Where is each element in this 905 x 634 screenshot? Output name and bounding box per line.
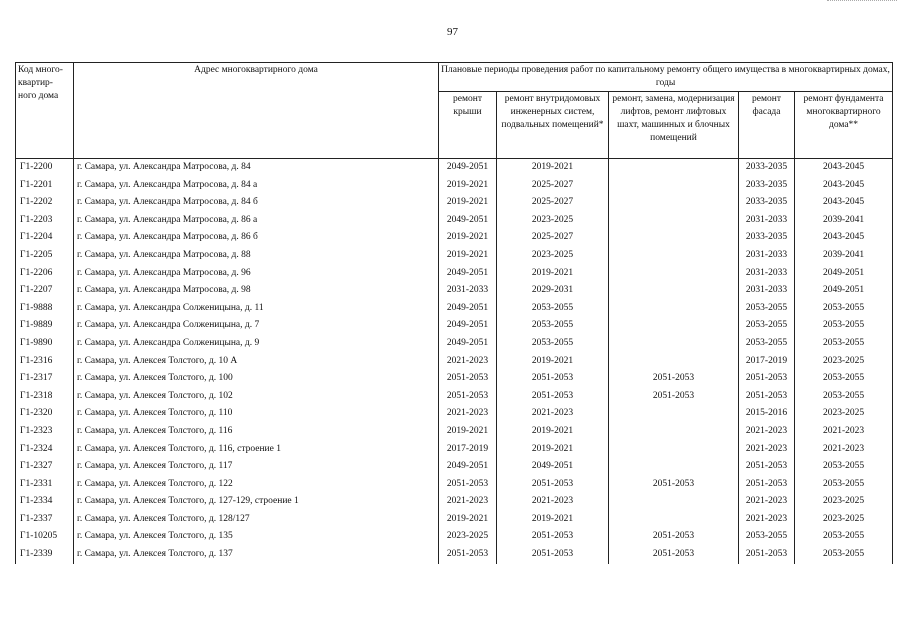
engineering-cell: 2019-2021 xyxy=(497,159,609,177)
foundation-cell: 2053-2055 xyxy=(795,370,893,388)
foundation-cell: 2053-2055 xyxy=(795,528,893,546)
address-cell: г. Самара, ул. Алексея Толстого, д. 128/127 xyxy=(74,511,439,529)
address-cell: г. Самара, ул. Александра Солженицына, д. 9 xyxy=(74,335,439,353)
foundation-cell: 2049-2051 xyxy=(795,265,893,283)
engineering-cell: 2025-2027 xyxy=(497,194,609,212)
code-cell: Г1-2204 xyxy=(16,229,74,247)
elevators-cell xyxy=(609,511,739,529)
code-cell: Г1-2324 xyxy=(16,441,74,459)
roof-cell: 2019-2021 xyxy=(439,511,497,529)
engineering-cell: 2051-2053 xyxy=(497,370,609,388)
table-row xyxy=(16,229,893,247)
roof-cell: 2019-2021 xyxy=(439,247,497,265)
code-cell: Г1-2201 xyxy=(16,177,74,195)
roof-cell: 2031-2033 xyxy=(439,282,497,300)
table-row xyxy=(16,159,893,177)
address-cell: г. Самара, ул. Александра Матросова, д. 88 xyxy=(74,247,439,265)
address-cell: г. Самара, ул. Алексея Толстого, д. 127-129, строение 1 xyxy=(74,493,439,511)
address-cell: г. Самара, ул. Алексея Толстого, д. 100 xyxy=(74,370,439,388)
facade-cell: 2033-2035 xyxy=(739,194,795,212)
engineering-cell: 2051-2053 xyxy=(497,528,609,546)
foundation-cell: 2053-2055 xyxy=(795,300,893,318)
engineering-cell: 2019-2021 xyxy=(497,423,609,441)
table-row xyxy=(16,212,893,230)
code-cell: Г1-10205 xyxy=(16,528,74,546)
foundation-cell: 2053-2055 xyxy=(795,388,893,406)
facade-cell: 2017-2019 xyxy=(739,353,795,371)
elevators-cell xyxy=(609,300,739,318)
address-cell: г. Самара, ул. Алексея Толстого, д. 116, строение 1 xyxy=(74,441,439,459)
foundation-cell: 2023-2025 xyxy=(795,511,893,529)
address-cell: г. Самара, ул. Александра Солженицына, д. 7 xyxy=(74,317,439,335)
elevators-cell xyxy=(609,229,739,247)
code-cell: Г1-2205 xyxy=(16,247,74,265)
elevators-cell xyxy=(609,335,739,353)
engineering-cell: 2051-2053 xyxy=(497,476,609,494)
table-row xyxy=(16,317,893,335)
facade-cell: 2015-2016 xyxy=(739,405,795,423)
roof-cell: 2019-2021 xyxy=(439,229,497,247)
foundation-cell: 2039-2041 xyxy=(795,212,893,230)
foundation-cell: 2053-2055 xyxy=(795,546,893,564)
facade-cell: 2051-2053 xyxy=(739,370,795,388)
elevators-cell xyxy=(609,405,739,423)
address-cell: г. Самара, ул. Александра Матросова, д. 84 б xyxy=(74,194,439,212)
code-cell: Г1-2207 xyxy=(16,282,74,300)
elevators-cell xyxy=(609,159,739,177)
facade-cell: 2031-2033 xyxy=(739,282,795,300)
foundation-cell: 2053-2055 xyxy=(795,476,893,494)
table-row xyxy=(16,405,893,423)
engineering-cell: 2021-2023 xyxy=(497,493,609,511)
engineering-cell: 2019-2021 xyxy=(497,353,609,371)
foundation-cell: 2053-2055 xyxy=(795,335,893,353)
address-cell: г. Самара, ул. Александра Матросова, д. 96 xyxy=(74,265,439,283)
header-facade: ремонт фасада xyxy=(739,92,795,159)
table-row xyxy=(16,353,893,371)
code-cell: Г1-2320 xyxy=(16,405,74,423)
code-cell: Г1-2206 xyxy=(16,265,74,283)
header-periods: Плановые периоды проведения работ по капитальному ремонту общего имущества в многоквартирных домах, годы xyxy=(439,63,893,92)
facade-cell: 2021-2023 xyxy=(739,493,795,511)
address-cell: г. Самара, ул. Александра Матросова, д. 84 xyxy=(74,159,439,177)
table-row xyxy=(16,511,893,529)
elevators-cell xyxy=(609,317,739,335)
engineering-cell: 2029-2031 xyxy=(497,282,609,300)
table-row xyxy=(16,458,893,476)
facade-cell: 2053-2055 xyxy=(739,335,795,353)
facade-cell: 2051-2053 xyxy=(739,546,795,564)
elevators-cell xyxy=(609,282,739,300)
engineering-cell: 2019-2021 xyxy=(497,511,609,529)
table-row xyxy=(16,493,893,511)
header-engineering: ремонт внутридомовых инженерных систем, подвальных помещений* xyxy=(497,92,609,159)
foundation-cell: 2049-2051 xyxy=(795,282,893,300)
elevators-cell xyxy=(609,441,739,459)
header-roof: ремонт крыши xyxy=(439,92,497,159)
roof-cell: 2051-2053 xyxy=(439,388,497,406)
code-cell: Г1-2323 xyxy=(16,423,74,441)
roof-cell: 2049-2051 xyxy=(439,265,497,283)
address-cell: г. Самара, ул. Алексея Толстого, д. 135 xyxy=(74,528,439,546)
header-code: Код много-квартир-ного дома xyxy=(16,63,74,159)
table-row xyxy=(16,423,893,441)
engineering-cell: 2019-2021 xyxy=(497,265,609,283)
header-elevators: ремонт, замена, модернизация лифтов, ремонт лифтовых шахт, машинных и блочных помещений xyxy=(609,92,739,159)
page-number: 97 xyxy=(447,26,458,38)
elevators-cell xyxy=(609,177,739,195)
engineering-cell: 2053-2055 xyxy=(497,317,609,335)
roof-cell: 2049-2051 xyxy=(439,159,497,177)
elevators-cell xyxy=(609,212,739,230)
facade-cell: 2051-2053 xyxy=(739,476,795,494)
engineering-cell: 2051-2053 xyxy=(497,388,609,406)
address-cell: г. Самара, ул. Алексея Толстого, д. 102 xyxy=(74,388,439,406)
engineering-cell: 2023-2025 xyxy=(497,247,609,265)
code-cell: Г1-2327 xyxy=(16,458,74,476)
roof-cell: 2049-2051 xyxy=(439,458,497,476)
elevators-cell xyxy=(609,247,739,265)
foundation-cell: 2053-2055 xyxy=(795,458,893,476)
roof-cell: 2051-2053 xyxy=(439,370,497,388)
roof-cell: 2017-2019 xyxy=(439,441,497,459)
code-cell: Г1-2318 xyxy=(16,388,74,406)
address-cell: г. Самара, ул. Александра Матросова, д. 84 а xyxy=(74,177,439,195)
roof-cell: 2021-2023 xyxy=(439,405,497,423)
code-cell: Г1-9889 xyxy=(16,317,74,335)
roof-cell: 2049-2051 xyxy=(439,300,497,318)
roof-cell: 2049-2051 xyxy=(439,317,497,335)
header-foundation: ремонт фундамента многоквартирного дома** xyxy=(795,92,893,159)
engineering-cell: 2025-2027 xyxy=(497,177,609,195)
facade-cell: 2021-2023 xyxy=(739,423,795,441)
elevators-cell xyxy=(609,194,739,212)
code-cell: Г1-9890 xyxy=(16,335,74,353)
facade-cell: 2033-2035 xyxy=(739,229,795,247)
engineering-cell: 2021-2023 xyxy=(497,405,609,423)
foundation-cell: 2043-2045 xyxy=(795,177,893,195)
table-row xyxy=(16,300,893,318)
table-row xyxy=(16,441,893,459)
elevators-cell: 2051-2053 xyxy=(609,388,739,406)
roof-cell: 2051-2053 xyxy=(439,546,497,564)
code-cell: Г1-2317 xyxy=(16,370,74,388)
capital-repair-table xyxy=(15,62,893,564)
foundation-cell: 2039-2041 xyxy=(795,247,893,265)
foundation-cell: 2021-2023 xyxy=(795,441,893,459)
roof-cell: 2019-2021 xyxy=(439,177,497,195)
facade-cell: 2031-2033 xyxy=(739,265,795,283)
table-row xyxy=(16,265,893,283)
table-row xyxy=(16,247,893,265)
facade-cell: 2021-2023 xyxy=(739,441,795,459)
address-cell: г. Самара, ул. Александра Матросова, д. 98 xyxy=(74,282,439,300)
foundation-cell: 2053-2055 xyxy=(795,317,893,335)
table-body xyxy=(16,159,893,564)
engineering-cell: 2051-2053 xyxy=(497,546,609,564)
engineering-cell: 2049-2051 xyxy=(497,458,609,476)
facade-cell: 2033-2035 xyxy=(739,177,795,195)
table-row xyxy=(16,476,893,494)
facade-cell: 2031-2033 xyxy=(739,212,795,230)
address-cell: г. Самара, ул. Алексея Толстого, д. 110 xyxy=(74,405,439,423)
foundation-cell: 2023-2025 xyxy=(795,493,893,511)
code-cell: Г1-2202 xyxy=(16,194,74,212)
elevators-cell xyxy=(609,458,739,476)
engineering-cell: 2053-2055 xyxy=(497,300,609,318)
roof-cell: 2021-2023 xyxy=(439,353,497,371)
elevators-cell: 2051-2053 xyxy=(609,476,739,494)
address-cell: г. Самара, ул. Алексея Толстого, д. 10 А xyxy=(74,353,439,371)
foundation-cell: 2043-2045 xyxy=(795,229,893,247)
code-cell: Г1-2203 xyxy=(16,212,74,230)
facade-cell: 2021-2023 xyxy=(739,511,795,529)
engineering-cell: 2025-2027 xyxy=(497,229,609,247)
table-row xyxy=(16,370,893,388)
address-cell: г. Самара, ул. Александра Матросова, д. 86 б xyxy=(74,229,439,247)
address-cell: г. Самара, ул. Алексея Толстого, д. 122 xyxy=(74,476,439,494)
address-cell: г. Самара, ул. Александра Матросова, д. 86 а xyxy=(74,212,439,230)
scan-edge-line xyxy=(827,0,897,1)
facade-cell: 2053-2055 xyxy=(739,528,795,546)
code-cell: Г1-2337 xyxy=(16,511,74,529)
roof-cell: 2019-2021 xyxy=(439,423,497,441)
facade-cell: 2031-2033 xyxy=(739,247,795,265)
capital-repair-table-sheet xyxy=(15,62,892,564)
facade-cell: 2053-2055 xyxy=(739,317,795,335)
roof-cell: 2051-2053 xyxy=(439,476,497,494)
code-cell: Г1-2334 xyxy=(16,493,74,511)
address-cell: г. Самара, ул. Алексея Толстого, д. 117 xyxy=(74,458,439,476)
address-cell: г. Самара, ул. Александра Солженицына, д. 11 xyxy=(74,300,439,318)
table-row xyxy=(16,177,893,195)
elevators-cell xyxy=(609,493,739,511)
code-cell: Г1-2200 xyxy=(16,159,74,177)
code-cell: Г1-2331 xyxy=(16,476,74,494)
roof-cell: 2019-2021 xyxy=(439,194,497,212)
foundation-cell: 2023-2025 xyxy=(795,353,893,371)
code-cell: Г1-2316 xyxy=(16,353,74,371)
engineering-cell: 2019-2021 xyxy=(497,441,609,459)
table-row xyxy=(16,546,893,564)
elevators-cell: 2051-2053 xyxy=(609,370,739,388)
roof-cell: 2049-2051 xyxy=(439,212,497,230)
roof-cell: 2021-2023 xyxy=(439,493,497,511)
facade-cell: 2053-2055 xyxy=(739,300,795,318)
roof-cell: 2049-2051 xyxy=(439,335,497,353)
table-row xyxy=(16,335,893,353)
elevators-cell: 2051-2053 xyxy=(609,546,739,564)
foundation-cell: 2023-2025 xyxy=(795,405,893,423)
address-cell: г. Самара, ул. Алексея Толстого, д. 137 xyxy=(74,546,439,564)
table-row xyxy=(16,282,893,300)
facade-cell: 2051-2053 xyxy=(739,388,795,406)
foundation-cell: 2021-2023 xyxy=(795,423,893,441)
header-address: Адрес многоквартирного дома xyxy=(74,63,439,159)
foundation-cell: 2043-2045 xyxy=(795,194,893,212)
engineering-cell: 2023-2025 xyxy=(497,212,609,230)
table-row xyxy=(16,388,893,406)
elevators-cell: 2051-2053 xyxy=(609,528,739,546)
facade-cell: 2051-2053 xyxy=(739,458,795,476)
foundation-cell: 2043-2045 xyxy=(795,159,893,177)
elevators-cell xyxy=(609,265,739,283)
code-cell: Г1-9888 xyxy=(16,300,74,318)
table-header xyxy=(16,63,893,159)
table-row xyxy=(16,528,893,546)
roof-cell: 2023-2025 xyxy=(439,528,497,546)
elevators-cell xyxy=(609,423,739,441)
elevators-cell xyxy=(609,353,739,371)
table-row xyxy=(16,194,893,212)
engineering-cell: 2053-2055 xyxy=(497,335,609,353)
address-cell: г. Самара, ул. Алексея Толстого, д. 116 xyxy=(74,423,439,441)
facade-cell: 2033-2035 xyxy=(739,159,795,177)
code-cell: Г1-2339 xyxy=(16,546,74,564)
